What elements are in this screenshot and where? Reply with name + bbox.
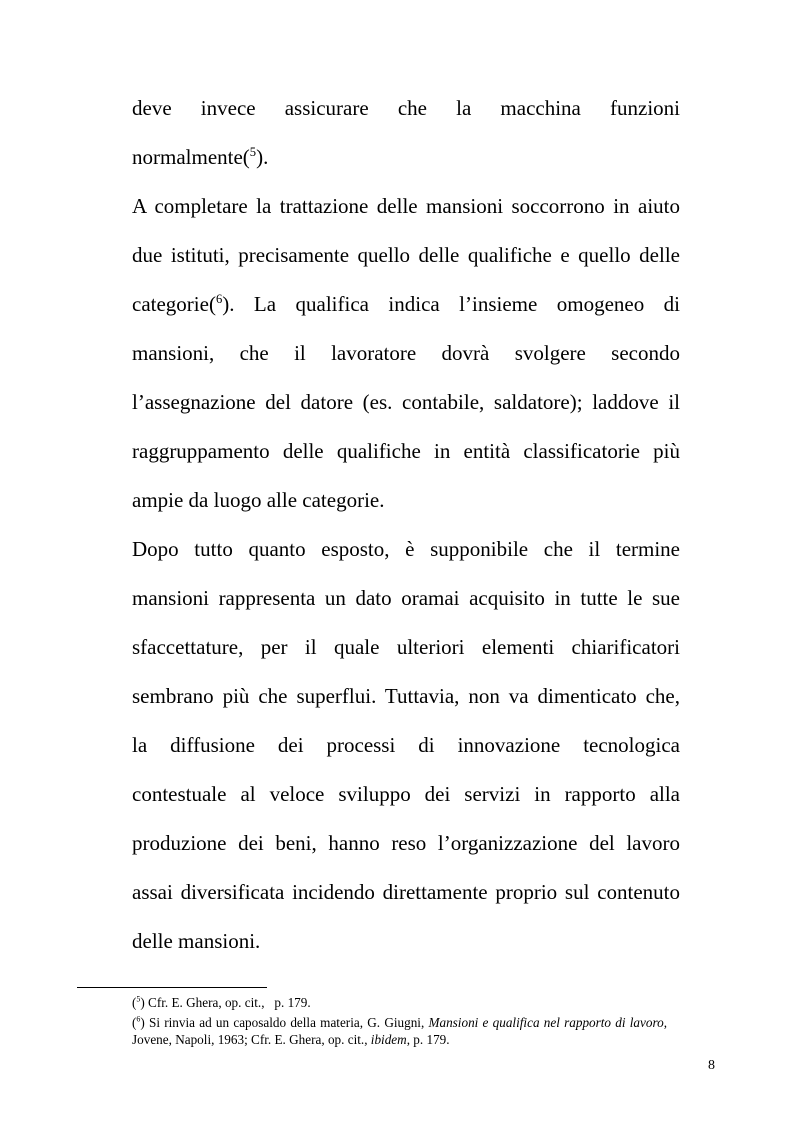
- body-line: raggruppamento delle qualifiche in entità classificatorie più: [132, 439, 680, 463]
- body-line: deve invece assicurare che la macchina funzioni: [132, 96, 680, 120]
- footnote-number: 5: [136, 994, 141, 1004]
- body-line: la diffusione dei processi di innovazione tecnologica: [132, 733, 680, 757]
- footnote-paren: (: [132, 1014, 137, 1030]
- footnote-text: Jovene, Napoli, 1963; Cfr. E. Ghera, op. cit.,: [132, 1031, 371, 1047]
- body-line: ampie da luogo alle categorie.: [132, 488, 385, 512]
- footnote-text: ,: [663, 1014, 668, 1030]
- footnote-reference: 5: [249, 145, 257, 159]
- footnote-6: [132, 1014, 667, 1031]
- footnote-paren: (: [132, 995, 137, 1010]
- body-line: Dopo tutto quanto esposto, è supponibile che il termine: [132, 537, 680, 561]
- footnote-6-continuation: [132, 1031, 667, 1048]
- footnote-text: ) Si rinvia ad un caposaldo della materia, G. Giugni,: [140, 1014, 429, 1030]
- body-line: assai diversificata incidendo direttamente proprio sul contenuto: [132, 880, 680, 904]
- body-line-text: ). La qualifica indica l’insieme omogeneo di: [222, 292, 680, 316]
- body-line: A completare la trattazione delle mansioni soccorrono in aiuto: [132, 194, 680, 218]
- footnote-text: ) Cfr. E. Ghera, op. cit., p. 179.: [140, 995, 311, 1010]
- footnotes: [132, 994, 667, 1048]
- body-line: delle mansioni.: [132, 929, 261, 953]
- body-line: mansioni rappresenta un dato oramai acquisito in tutte le sue: [132, 586, 680, 610]
- body-line: produzione dei beni, hanno reso l’organizzazione del lavoro: [132, 831, 680, 855]
- body-line: [132, 280, 680, 329]
- body-text: [132, 84, 680, 966]
- body-line: contestuale al veloce sviluppo dei servizi in rapporto alla: [132, 782, 680, 806]
- page-number: 8: [708, 1058, 715, 1073]
- body-line: sfaccettature, per il quale ulteriori elementi chiarificatori: [132, 635, 680, 659]
- cited-work-title: Mansioni e qualifica nel rapporto di lavoro: [428, 1014, 664, 1030]
- body-line: [132, 133, 680, 182]
- footnote-text: , p. 179.: [406, 1031, 450, 1047]
- footnote-separator: [77, 987, 267, 988]
- ibidem-italic: ibidem: [370, 1031, 407, 1047]
- body-line: due istituti, precisamente quello delle qualifiche e quello delle: [132, 243, 680, 267]
- footnote-5: [132, 994, 667, 1011]
- footnote-reference: 6: [215, 292, 223, 306]
- body-line: mansioni, che il lavoratore dovrà svolgere secondo: [132, 341, 680, 365]
- body-line-text: categorie(: [132, 292, 216, 316]
- body-line: l’assegnazione del datore (es. contabile, saldatore); laddove il: [132, 390, 680, 414]
- footnote-number: 6: [136, 1014, 141, 1024]
- body-line-text: ).: [256, 145, 269, 169]
- body-line-text: normalmente(: [132, 145, 250, 169]
- body-line: sembrano più che superflui. Tuttavia, non va dimenticato che,: [132, 684, 680, 708]
